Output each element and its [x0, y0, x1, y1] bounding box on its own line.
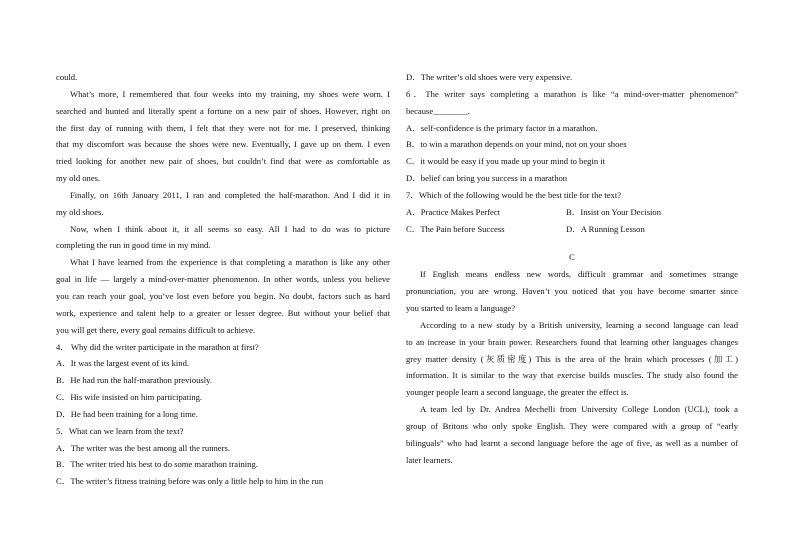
text-line: searched and hunted and literally spent a fortune on a new pair of shoes. However, right on: [56, 105, 390, 116]
text-line: could.: [56, 72, 78, 82]
text-line: completing the run in good time in my mind.: [56, 240, 211, 251]
text-line: B．The writer tried his best to do some marathon training.: [56, 459, 258, 470]
text-line: D．belief can bring you success in a marathon: [406, 173, 568, 184]
text-line: C．His wife insisted on him participating.: [56, 392, 203, 403]
answer-option: C．The Pain before Success: [406, 223, 505, 234]
text-line: later learners.: [406, 454, 453, 465]
text-line: What’s more, I remembered that four weeks into my training, my shoes were worn. I: [70, 88, 390, 99]
text-line: you will get there, every goal remains difficult to achieve.: [56, 324, 256, 335]
text-line: A．self-confidence is the primary factor in a marathon.: [406, 122, 598, 133]
text-line: to an increase in your brain power. Researchers found that learning other languages changes: [406, 336, 738, 347]
text-line: D．The writer’s old shoes were very expensive.: [406, 72, 573, 82]
text-line: grey matter density (灰质密度) This is the area of the brain which processes (加工): [406, 353, 738, 364]
option-row: [406, 204, 738, 221]
answer-option: A．Practice Makes Perfect: [406, 206, 501, 217]
text-line: According to a new study by a British university, learning a second language can lead: [420, 319, 738, 330]
text-line: If English means endless new words, difficult grammar and sometimes strange: [420, 269, 738, 280]
text-line: A team led by Dr. Andrea Mechelli from University College London (UCL), took a: [420, 404, 738, 415]
text-line: 7．Which of the following would be the best title for the text?: [406, 189, 622, 200]
text-line: C．The writer’s fitness training before was only a little help to him in the run: [56, 476, 324, 487]
text-line: goal in life — largely a mind-over-matter phenomenon. In other words, unless you believe: [56, 274, 390, 285]
text-line: younger people learn a second language, the greater the effect is.: [406, 387, 629, 398]
left-column: [56, 69, 390, 490]
text-line: A．The writer was the best among all the runners.: [56, 442, 230, 453]
text-line: tried looking for another new pair of shoes, but couldn’t find that were as comfortable as: [56, 156, 390, 167]
text-line: you can reach your goal, you’ve lost even before you begin. No doubt, factors such as hard: [56, 290, 390, 301]
text-line: you started to learn a language?: [406, 302, 516, 313]
text-line: that my discomfort was because the shoes were new. Eventually, I gave up on them. I even: [56, 139, 390, 150]
text-line: 5．What can we learn from the text?: [56, 425, 184, 436]
text-line: my old ones.: [56, 173, 101, 184]
text-line: the first day of running with them, I felt that they were not for me. I preserved, thinking: [56, 122, 390, 133]
text-line: bilinguals” who had learnt a second language before the age of five, as well as a number of: [406, 437, 738, 448]
text-line: D．He had been training for a long time.: [56, 408, 198, 419]
answer-option: D．A Running Lesson: [566, 223, 645, 234]
answer-option: B．Insist on Your Decision: [566, 206, 662, 217]
text-line: B．to win a marathon depends on your mind, not on your shoes: [406, 139, 627, 150]
text-line: Now, when I think about it, it all seems so easy. All I had to do was to picture: [70, 223, 390, 234]
text-line: group of Britons who only spoke English. They were compared with a group of “early: [406, 420, 738, 431]
text-line: C．it would be easy if you made up your mind to begin it: [406, 156, 606, 167]
right-column: [406, 69, 738, 468]
spacer: [406, 237, 738, 249]
text-line: pronunciation, you are wrong. Haven’t you noticed that you have become smarter since: [406, 286, 738, 297]
text-line: 6．The writer says completing a marathon is like “a mind-over-matter phenomenon”: [406, 88, 738, 99]
section-heading: C: [569, 252, 575, 263]
text-line: my old shoes.: [56, 206, 104, 217]
text-line: information. It is similar to the way that exercise builds muscles. The study also found the: [406, 370, 738, 381]
text-line: B．He had run the half-marathon previously.: [56, 375, 212, 386]
text-line: A．It was the largest event of its kind.: [56, 358, 190, 369]
text-line: because________.: [406, 105, 470, 116]
text-line: What I have learned from the experience is that completing a marathon is like any other: [70, 257, 390, 268]
option-row: [406, 221, 738, 238]
text-line: 4． Why did the writer participate in the marathon at first?: [56, 341, 259, 352]
text-line: Finally, on 16th January 2011, I ran and completed the half-marathon. And I did it in: [70, 189, 390, 200]
text-line: work, experience and talent help to a greater or lesser degree. But without your belief that: [56, 307, 390, 318]
